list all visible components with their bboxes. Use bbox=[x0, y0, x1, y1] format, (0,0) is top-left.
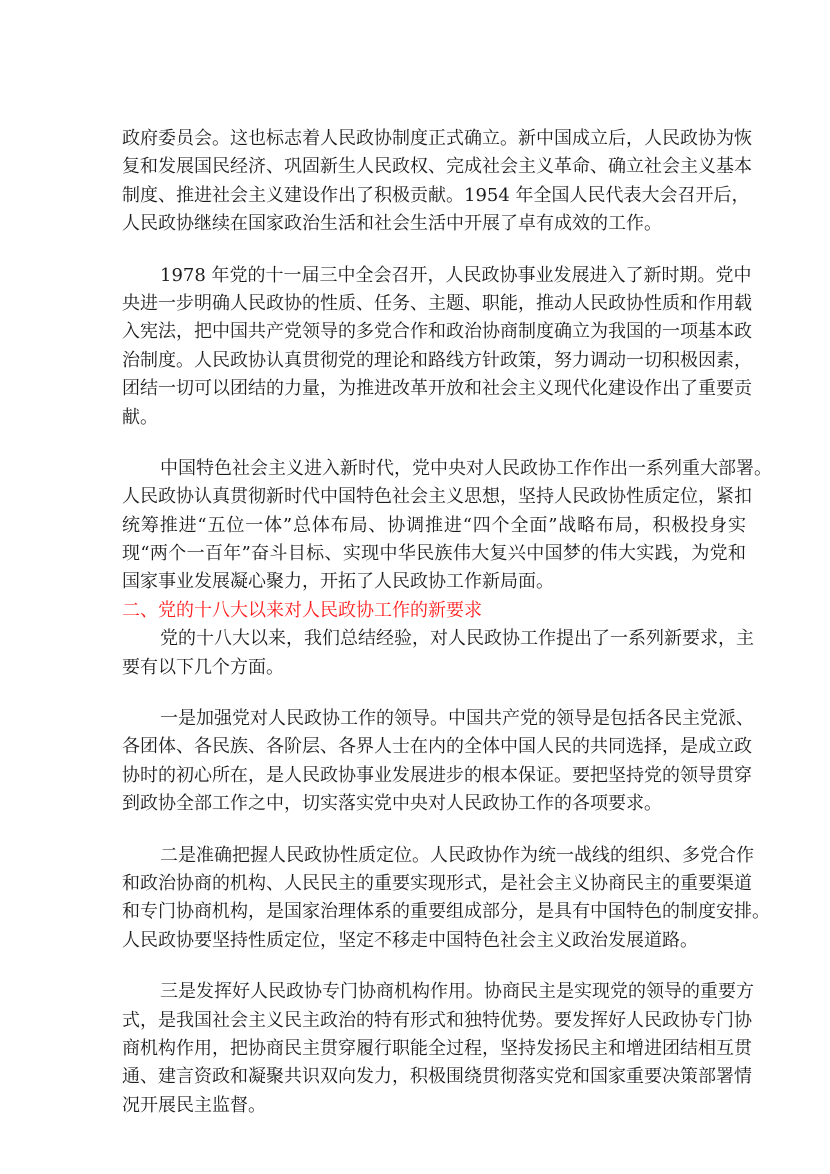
paragraph-line: 和政治协商的机构、人民民主的重要实现形式，是社会主义协商民主的重要渠道 bbox=[122, 872, 752, 894]
paragraph bbox=[122, 842, 770, 956]
paragraph-line: 国家事业发展凝心聚力，开拓了人民政协工作新局面。 bbox=[122, 571, 554, 593]
paragraph-line: 人民政协要坚持性质定位，坚定不移走中国特色社会主义政治发展道路。 bbox=[122, 929, 698, 951]
paragraph-line: 况开展民主监督。 bbox=[122, 1094, 266, 1116]
paragraph-line: 到政协全部工作之中，切实落实党中央对人民政协工作的各项要求。 bbox=[122, 793, 662, 815]
paragraph-line: 商机构作用，把协商民主贯穿履行职能全过程，坚持发扬民主和增进团结相互贯 bbox=[122, 1037, 752, 1059]
paragraph-line: 各团体、各民族、各阶层、各界人士在内的全体中国人民的共同选择，是成立政 bbox=[122, 736, 752, 758]
paragraph-line: 人民政协继续在国家政治生活和社会生活中开展了卓有成效的工作。 bbox=[122, 213, 662, 235]
paragraph-line: 人民政协认真贯彻新时代中国特色社会主义思想，坚持人民政协性质定位，紧扣 bbox=[122, 486, 752, 508]
paragraph bbox=[122, 455, 772, 597]
paragraph bbox=[122, 705, 754, 819]
paragraph-line: 协时的初心所在，是人民政协事业发展进步的根本保证。要把坚持党的领导贯穿 bbox=[122, 764, 752, 786]
paragraph-line: 治制度。人民政协认真贯彻党的理论和路线方针政策，努力调动一切积极因素， bbox=[122, 349, 752, 371]
paragraph-line: 献。 bbox=[122, 406, 158, 428]
paragraph-line: 政府委员会。这也标志着人民政协制度正式确立。新中国成立后，人民政协为恢 bbox=[122, 128, 752, 149]
paragraph-line: 1978 年党的十一届三中全会召开，人民政协事业发展进入了新时期。党中 bbox=[160, 264, 752, 286]
paragraph-line: 和专门协商机构，是国家治理体系的重要组成部分，是具有中国特色的制度安排。 bbox=[122, 901, 770, 923]
document-body bbox=[122, 125, 772, 1143]
paragraph-line: 一是加强党对人民政协工作的领导。中国共产党的领导是包括各民主党派、 bbox=[160, 708, 754, 730]
paragraph bbox=[122, 125, 752, 239]
paragraph-line: 制度、推进社会主义建设作出了积极贡献。1954 年全国人民代表大会召开后， bbox=[122, 184, 750, 206]
paragraph-line: 复和发展国民经济、巩固新生人民政权、完成社会主义革命、确立社会主义基本 bbox=[122, 156, 752, 178]
paragraph-line: 式，是我国社会主义民主政治的特有形式和独特优势。要发挥好人民政协专门协 bbox=[122, 1009, 752, 1031]
paragraph bbox=[122, 625, 754, 682]
paragraph-line: 中国特色社会主义进入新时代，党中央对人民政协工作作出一系列重大部署。 bbox=[160, 457, 772, 479]
paragraph-line: 央进一步明确人民政协的性质、任务、主题、职能，推动人民政协性质和作用载 bbox=[122, 292, 752, 314]
paragraph bbox=[122, 978, 754, 1120]
paragraph-line: 统筹推进“五位一体”总体布局、协调推进“四个全面”战略布局，积极投身实 bbox=[122, 514, 746, 536]
paragraph-line: 党的十八大以来，我们总结经验，对人民政协工作提出了一系列新要求，主 bbox=[160, 628, 754, 650]
paragraph-line: 通、建言资政和凝聚共识双向发力，积极围绕贯彻落实党和国家重要决策部署情 bbox=[122, 1066, 752, 1088]
paragraph-line: 团结一切可以团结的力量，为推进改革开放和社会主义现代化建设作出了重要贡 bbox=[122, 378, 752, 400]
paragraph bbox=[122, 262, 752, 432]
paragraph-line: 要有以下几个方面。 bbox=[122, 656, 284, 678]
paragraph-line: 现“两个一百年”奋斗目标、实现中华民族伟大复兴中国梦的伟大实践，为党和 bbox=[122, 543, 746, 565]
section-heading: 二、党的十八大以来对人民政协工作的新要求 bbox=[122, 599, 482, 621]
paragraph-line: 入宪法，把中国共产党领导的多党合作和政治协商制度确立为我国的一项基本政 bbox=[122, 321, 752, 343]
paragraph-line: 三是发挥好人民政协专门协商机构作用。协商民主是实现党的领导的重要方 bbox=[160, 981, 754, 1003]
paragraph-line: 二是准确把握人民政协性质定位。人民政协作为统一战线的组织、多党合作 bbox=[160, 844, 754, 866]
